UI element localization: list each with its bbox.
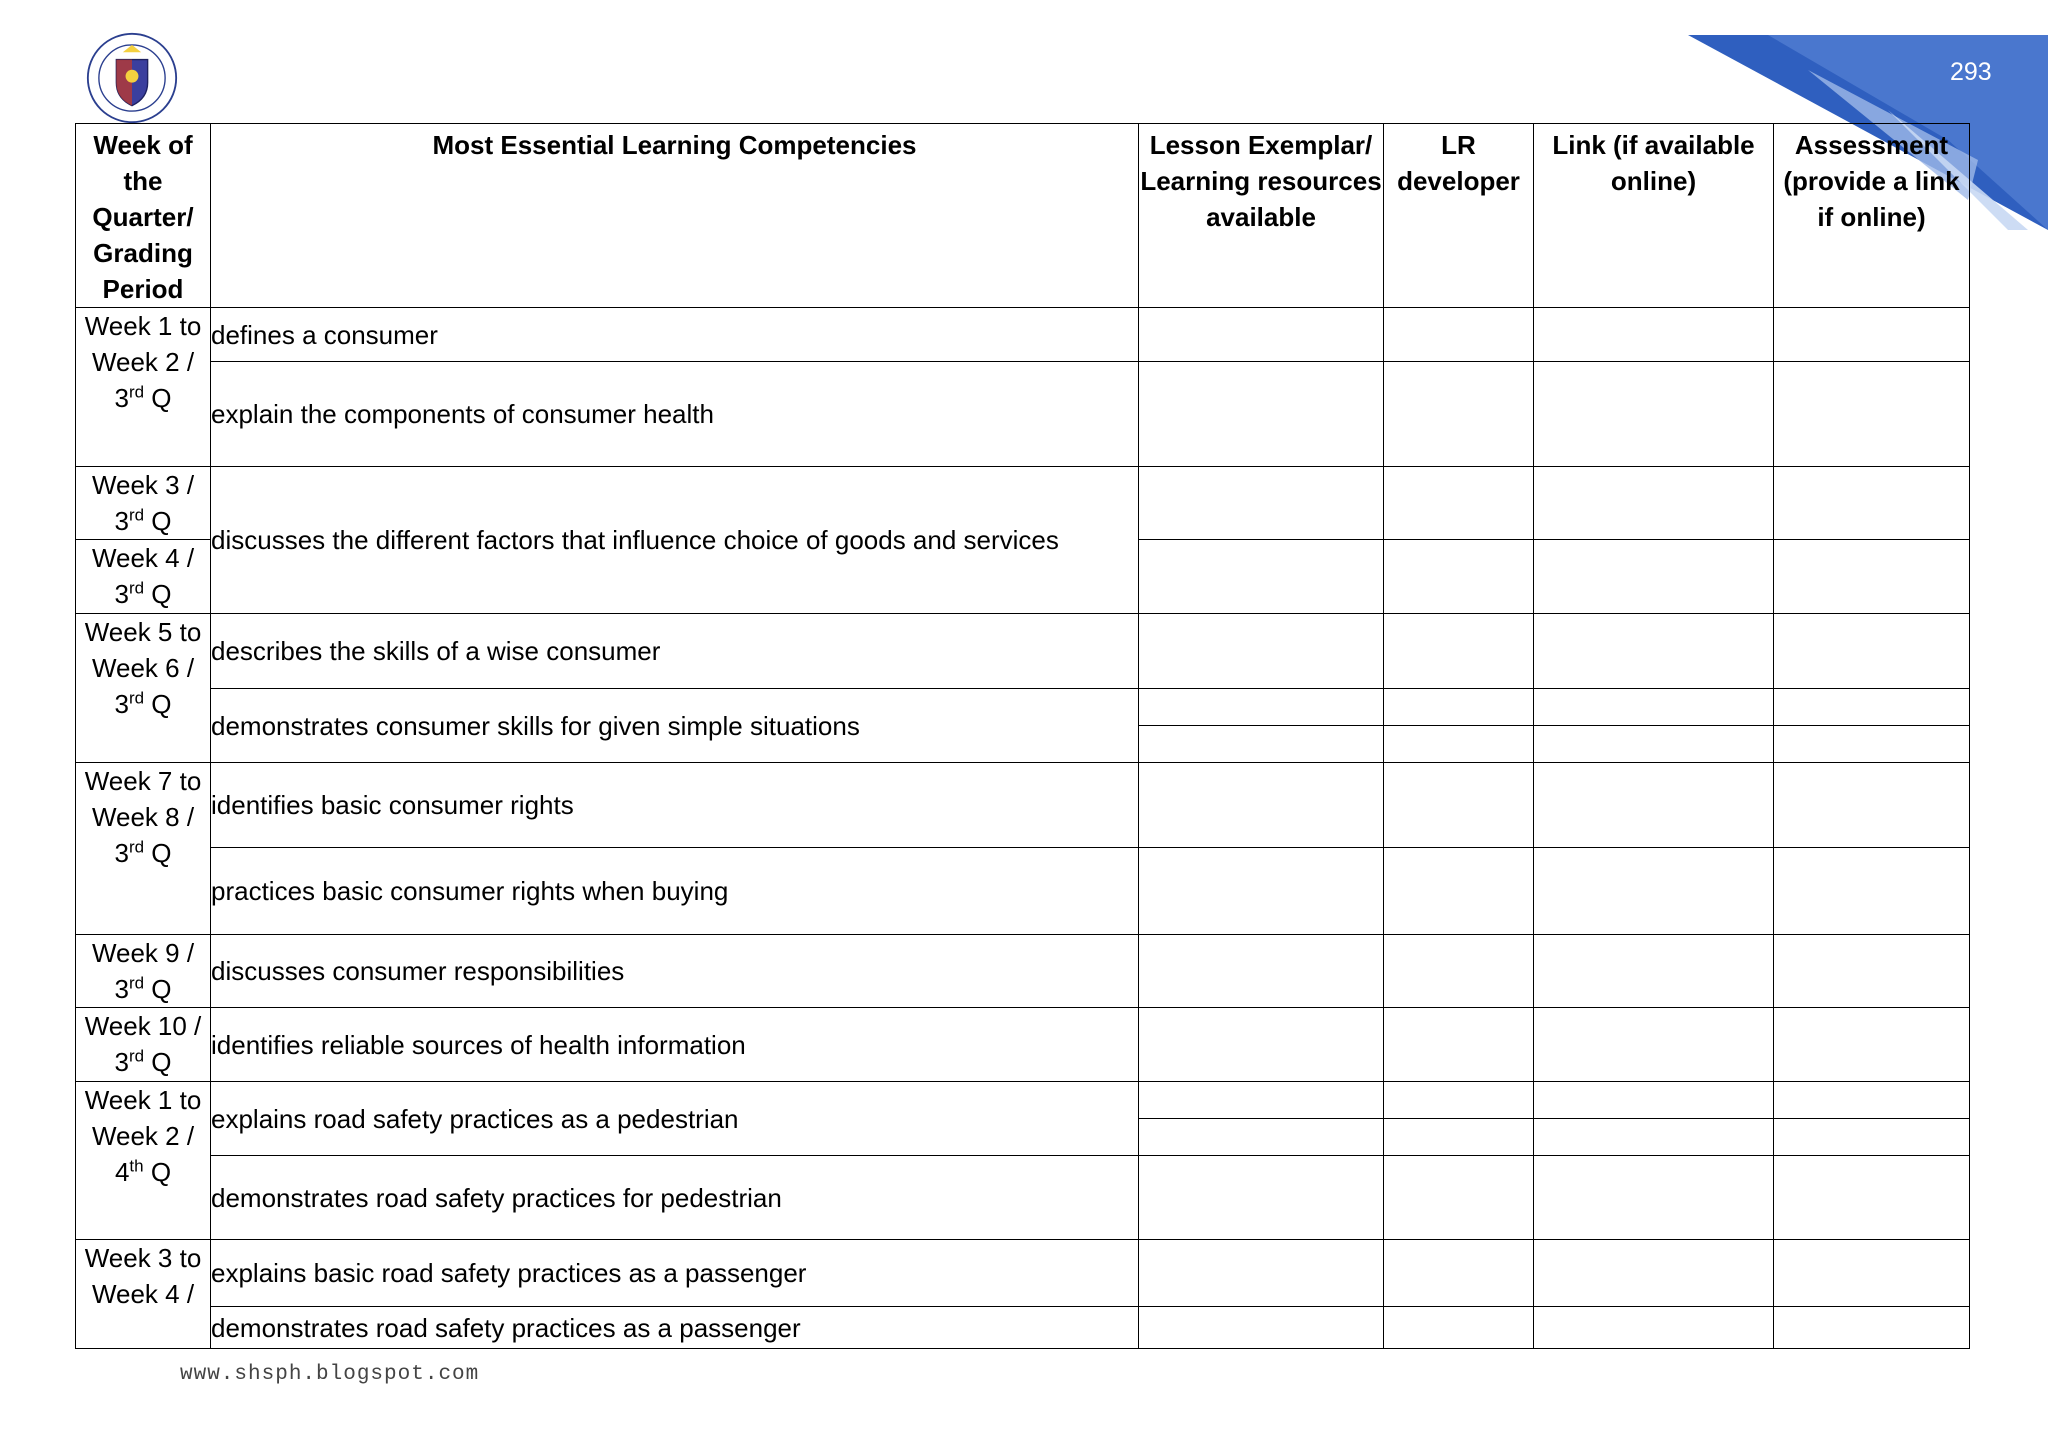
competency-table — [75, 123, 1970, 1349]
header-lr-developer: LR developer — [1384, 124, 1534, 308]
table-row — [76, 467, 1970, 540]
competency-cell: defines a consumer — [211, 308, 1139, 362]
competency-cell: demonstrates consumer skills for given simple situations — [211, 689, 1139, 763]
week-cell: Week 9 / 3rd Q — [76, 935, 211, 1008]
table-row — [76, 1156, 1970, 1240]
week-cell: Week 4 / 3rd Q — [76, 540, 211, 614]
header-lesson-exemplar: Lesson Exemplar/ Learning resources available — [1139, 124, 1384, 308]
week-cell: Week 1 to Week 2 / 3rd Q — [76, 308, 211, 467]
header-link: Link (if available online) — [1534, 124, 1774, 308]
week-cell: Week 1 to Week 2 / 4th Q — [76, 1082, 211, 1240]
competency-cell: explain the components of consumer health — [211, 362, 1139, 467]
seal-icon — [86, 32, 178, 124]
week-cell: Week 3 / 3rd Q — [76, 467, 211, 540]
competency-cell: practices basic consumer rights when buying — [211, 848, 1139, 935]
competency-cell: identifies reliable sources of health information — [211, 1008, 1139, 1082]
header-competencies: Most Essential Learning Competencies — [211, 124, 1139, 308]
table-row — [76, 689, 1970, 726]
table-row — [76, 935, 1970, 1008]
week-cell: Week 7 to Week 8 / 3rd Q — [76, 763, 211, 935]
table-row — [76, 308, 1970, 362]
table-row — [76, 848, 1970, 935]
table-header-row — [76, 124, 1970, 308]
competency-cell: describes the skills of a wise consumer — [211, 614, 1139, 689]
table-row — [76, 1082, 1970, 1119]
table-row — [76, 362, 1970, 467]
page-number: 293 — [1950, 58, 1992, 86]
competency-cell: explains basic road safety practices as a passenger — [211, 1240, 1139, 1307]
competency-cell: discusses the different factors that influence choice of goods and services — [211, 467, 1139, 614]
competency-cell: identifies basic consumer rights — [211, 763, 1139, 848]
competency-cell: discusses consumer responsibilities — [211, 935, 1139, 1008]
table-row — [76, 763, 1970, 848]
table-row — [76, 1240, 1970, 1307]
header-week: Week of the Quarter/ Grading Period — [76, 124, 211, 308]
week-cell: Week 3 to Week 4 / — [76, 1240, 211, 1349]
competency-cell: explains road safety practices as a pedestrian — [211, 1082, 1139, 1156]
table-row — [76, 1307, 1970, 1349]
table-row — [76, 614, 1970, 689]
competency-cell: demonstrates road safety practices for pedestrian — [211, 1156, 1139, 1240]
competency-cell: demonstrates road safety practices as a passenger — [211, 1307, 1139, 1349]
footer-url: www.shsph.blogspot.com — [180, 1363, 480, 1386]
header-assessment: Assessment (provide a link if online) — [1774, 124, 1970, 308]
table-row — [76, 1008, 1970, 1082]
week-cell: Week 5 to Week 6 / 3rd Q — [76, 614, 211, 763]
week-cell: Week 10 / 3rd Q — [76, 1008, 211, 1082]
